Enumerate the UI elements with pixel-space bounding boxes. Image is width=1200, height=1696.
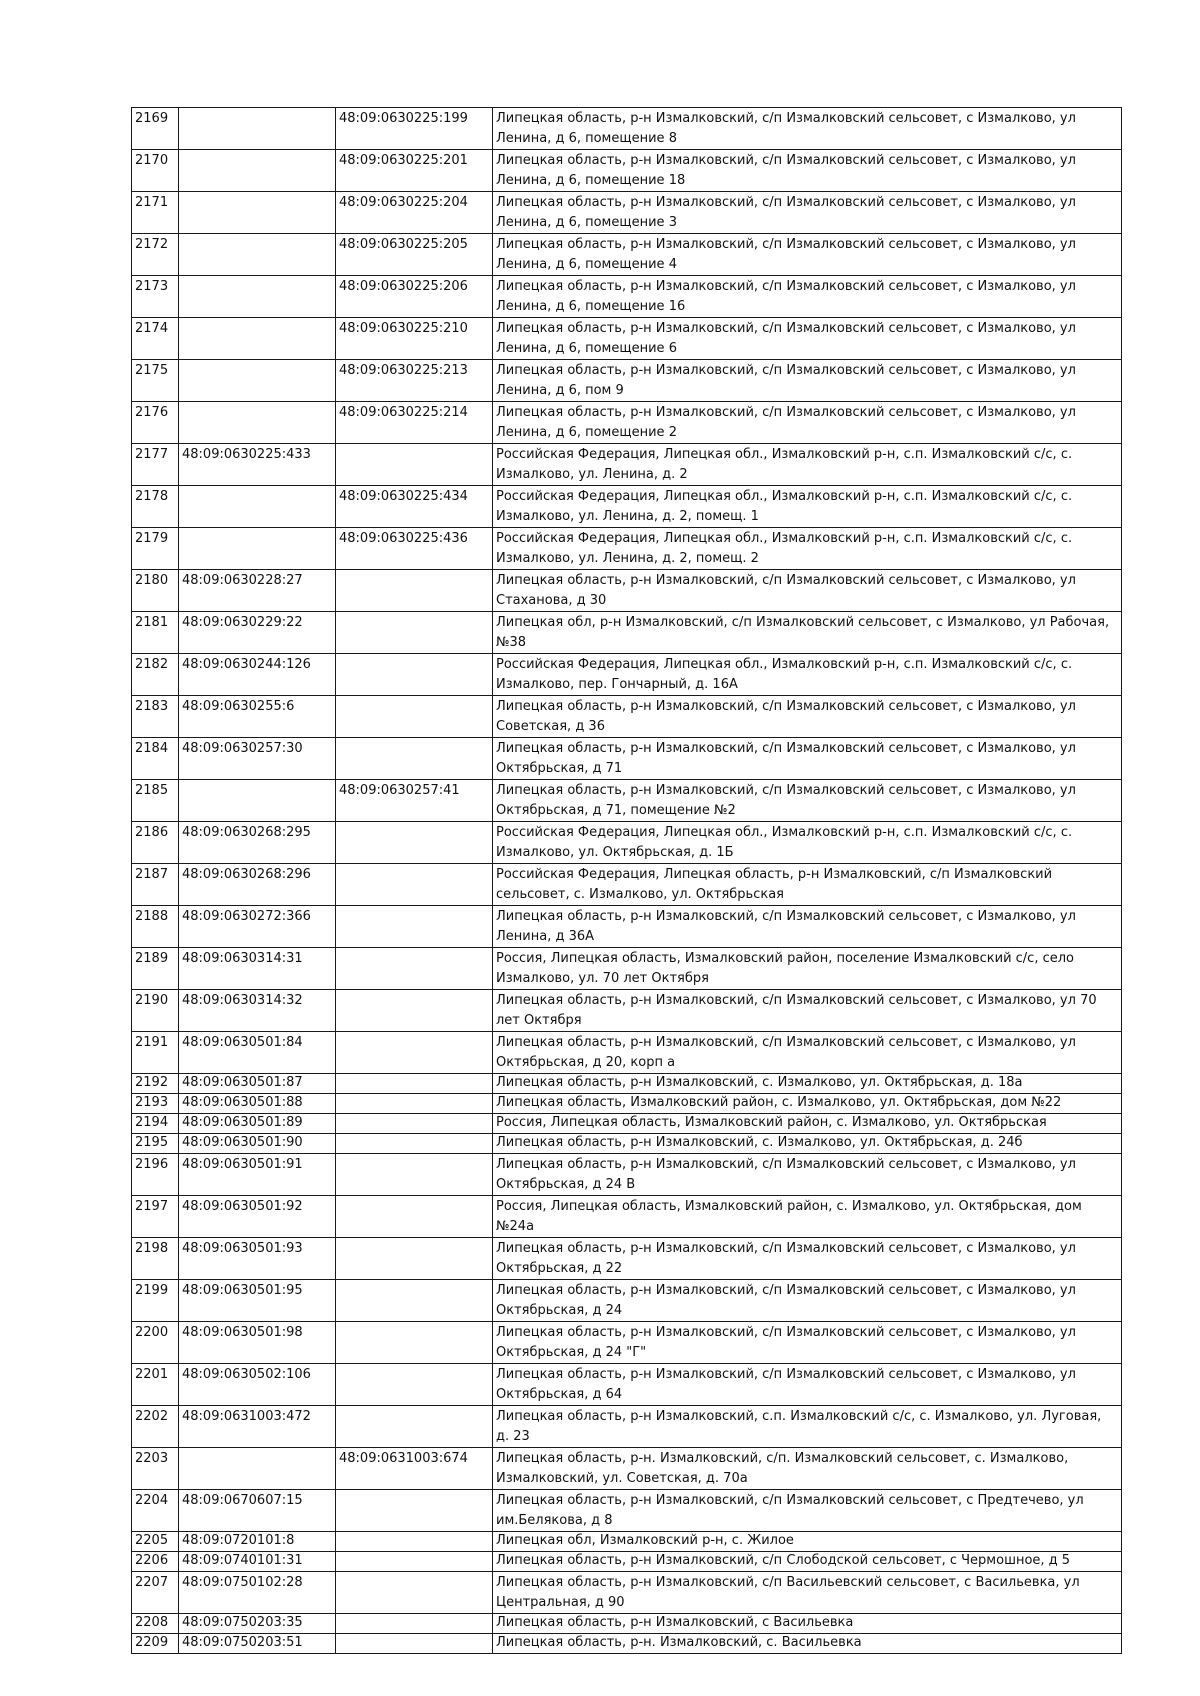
address: Российская Федерация, Липецкая обл., Измалковский р-н, с.п. Измалковский с/с, с. Измалково, пер. Гончарный, д. 16А (493, 654, 1122, 696)
registry-table-body (132, 108, 1122, 1654)
address: Липецкая область, р-н Измалковский, с/п Васильевский сельсовет, с Васильевка, ул Центральная, д 90 (493, 1572, 1122, 1614)
row-number: 2173 (132, 276, 179, 318)
cadastral-number (179, 1448, 336, 1490)
table-row (132, 528, 1122, 570)
cadastral-number-secondary: 48:09:0630225:205 (336, 234, 493, 276)
address: Липецкая область, р-н Измалковский, с/п Измалковский сельсовет, с Измалково, ул Октябрьская, д 22 (493, 1238, 1122, 1280)
cadastral-number (179, 108, 336, 150)
table-row (132, 1448, 1122, 1490)
address: Российская Федерация, Липецкая обл., Измалковский р-н, с.п. Измалковский с/с, с. Измалково, ул. Ленина, д. 2, помещ. 1 (493, 486, 1122, 528)
cadastral-number (179, 192, 336, 234)
row-number: 2200 (132, 1322, 179, 1364)
cadastral-number-secondary (336, 1406, 493, 1448)
cadastral-number: 48:09:0630501:84 (179, 1032, 336, 1074)
cadastral-number-secondary (336, 1490, 493, 1532)
table-row (132, 906, 1122, 948)
cadastral-number: 48:09:0630501:89 (179, 1114, 336, 1134)
address: Российская Федерация, Липецкая обл., Измалковский р-н, с.п. Измалковский с/с, с. Измалково, ул. Октябрьская, д. 1Б (493, 822, 1122, 864)
table-row (132, 696, 1122, 738)
cadastral-number-secondary (336, 1532, 493, 1552)
cadastral-number-secondary: 48:09:0631003:674 (336, 1448, 493, 1490)
table-row (132, 318, 1122, 360)
row-number: 2195 (132, 1134, 179, 1154)
address: Липецкая область, р-н Измалковский, с/п Измалковский сельсовет, с Измалково, ул 70 лет Октября (493, 990, 1122, 1032)
cadastral-number (179, 234, 336, 276)
row-number: 2205 (132, 1532, 179, 1552)
row-number: 2203 (132, 1448, 179, 1490)
address: Липецкая область, Измалковский район, с. Измалково, ул. Октябрьская, дом №22 (493, 1094, 1122, 1114)
cadastral-number (179, 276, 336, 318)
cadastral-number: 48:09:0670607:15 (179, 1490, 336, 1532)
address: Липецкая область, р-н Измалковский, с/п Измалковский сельсовет, с Измалково, ул Ленина, д 6, помещение 4 (493, 234, 1122, 276)
cadastral-number: 48:09:0630229:22 (179, 612, 336, 654)
row-number: 2197 (132, 1196, 179, 1238)
address: Липецкая область, р-н Измалковский, с Васильевка (493, 1614, 1122, 1634)
cadastral-number-secondary (336, 570, 493, 612)
table-row (132, 1634, 1122, 1654)
cadastral-number-secondary (336, 906, 493, 948)
row-number: 2192 (132, 1074, 179, 1094)
table-row (132, 1238, 1122, 1280)
cadastral-number: 48:09:0630501:90 (179, 1134, 336, 1154)
address: Российская Федерация, Липецкая область, р-н Измалковский, с/п Измалковский сельсовет, с. Измалково, ул. Октябрьская (493, 864, 1122, 906)
cadastral-number: 48:09:0630244:126 (179, 654, 336, 696)
address: Липецкая область, р-н Измалковский, с/п Измалковский сельсовет, с Предтечево, ул им.Белякова, д 8 (493, 1490, 1122, 1532)
cadastral-number (179, 360, 336, 402)
cadastral-number (179, 318, 336, 360)
row-number: 2194 (132, 1114, 179, 1134)
address: Липецкая область, р-н Измалковский, с/п Слободской сельсовет, с Чермошное, д 5 (493, 1552, 1122, 1572)
row-number: 2180 (132, 570, 179, 612)
table-row (132, 1572, 1122, 1614)
row-number: 2209 (132, 1634, 179, 1654)
cadastral-number-secondary: 48:09:0630225:210 (336, 318, 493, 360)
cadastral-number-secondary: 48:09:0630225:214 (336, 402, 493, 444)
cadastral-number: 48:09:0630268:296 (179, 864, 336, 906)
row-number: 2189 (132, 948, 179, 990)
address: Липецкая область, р-н Измалковский, с/п Измалковский сельсовет, с Измалково, ул Октябрьская, д 24 В (493, 1154, 1122, 1196)
address: Липецкая область, р-н. Измалковский, с. Васильевка (493, 1634, 1122, 1654)
cadastral-number-secondary (336, 1074, 493, 1094)
cadastral-number-secondary: 48:09:0630225:199 (336, 108, 493, 150)
cadastral-number: 48:09:0630501:98 (179, 1322, 336, 1364)
table-row (132, 1614, 1122, 1634)
table-row (132, 780, 1122, 822)
row-number: 2179 (132, 528, 179, 570)
address: Липецкая область, р-н Измалковский, с/п Измалковский сельсовет, с Измалково, ул Октябрьская, д 20, корп а (493, 1032, 1122, 1074)
row-number: 2183 (132, 696, 179, 738)
table-row (132, 486, 1122, 528)
cadastral-number (179, 402, 336, 444)
row-number: 2198 (132, 1238, 179, 1280)
table-row (132, 150, 1122, 192)
cadastral-number-secondary (336, 738, 493, 780)
table-row (132, 1322, 1122, 1364)
row-number: 2171 (132, 192, 179, 234)
cadastral-number-secondary (336, 1196, 493, 1238)
table-row (132, 990, 1122, 1032)
table-row (132, 738, 1122, 780)
cadastral-number: 48:09:0740101:31 (179, 1552, 336, 1572)
address: Липецкая область, р-н Измалковский, с.п. Измалковский с/с, с. Измалково, ул. Луговая, д. 23 (493, 1406, 1122, 1448)
cadastral-number-secondary (336, 1154, 493, 1196)
table-row (132, 1114, 1122, 1134)
address: Российская Федерация, Липецкая обл., Измалковский р-н, с.п. Измалковский с/с, с. Измалково, ул. Ленина, д. 2 (493, 444, 1122, 486)
row-number: 2191 (132, 1032, 179, 1074)
table-row (132, 1552, 1122, 1572)
cadastral-number: 48:09:0720101:8 (179, 1532, 336, 1552)
row-number: 2174 (132, 318, 179, 360)
row-number: 2201 (132, 1364, 179, 1406)
table-row (132, 822, 1122, 864)
address: Липецкая область, р-н Измалковский, с/п Измалковский сельсовет, с Измалково, ул Ленина, д 6, помещение 18 (493, 150, 1122, 192)
cadastral-number-secondary: 48:09:0630225:434 (336, 486, 493, 528)
cadastral-number-secondary (336, 948, 493, 990)
address: Российская Федерация, Липецкая обл., Измалковский р-н, с.п. Измалковский с/с, с. Измалково, ул. Ленина, д. 2, помещ. 2 (493, 528, 1122, 570)
cadastral-number: 48:09:0630501:91 (179, 1154, 336, 1196)
row-number: 2206 (132, 1552, 179, 1572)
row-number: 2177 (132, 444, 179, 486)
cadastral-number: 48:09:0630501:92 (179, 1196, 336, 1238)
table-row (132, 864, 1122, 906)
row-number: 2186 (132, 822, 179, 864)
cadastral-number: 48:09:0630314:31 (179, 948, 336, 990)
row-number: 2196 (132, 1154, 179, 1196)
table-row (132, 108, 1122, 150)
address: Липецкая область, р-н. Измалковский, с/п. Измалковский сельсовет, с. Измалково, Измалковский, ул. Советская, д. 70а (493, 1448, 1122, 1490)
address: Липецкая область, р-н Измалковский, с/п Измалковский сельсовет, с Измалково, ул Октябрьская, д 71 (493, 738, 1122, 780)
address: Россия, Липецкая область, Измалковский район, с. Измалково, ул. Октябрьская (493, 1114, 1122, 1134)
table-row (132, 192, 1122, 234)
cadastral-number-secondary (336, 1322, 493, 1364)
cadastral-number: 48:09:0630501:88 (179, 1094, 336, 1114)
cadastral-number: 48:09:0750203:35 (179, 1614, 336, 1634)
row-number: 2176 (132, 402, 179, 444)
cadastral-number: 48:09:0630502:106 (179, 1364, 336, 1406)
row-number: 2193 (132, 1094, 179, 1114)
cadastral-number: 48:09:0630501:95 (179, 1280, 336, 1322)
address: Липецкая область, р-н Измалковский, с/п Измалковский сельсовет, с Измалково, ул Ленина, д 6, помещение 3 (493, 192, 1122, 234)
cadastral-number-secondary: 48:09:0630225:436 (336, 528, 493, 570)
cadastral-number-secondary (336, 1114, 493, 1134)
row-number: 2181 (132, 612, 179, 654)
cadastral-number: 48:09:0630268:295 (179, 822, 336, 864)
row-number: 2185 (132, 780, 179, 822)
cadastral-number-secondary (336, 1032, 493, 1074)
table-row (132, 360, 1122, 402)
address: Липецкая область, р-н Измалковский, с/п Измалковский сельсовет, с Измалково, ул Октябрьская, д 64 (493, 1364, 1122, 1406)
cadastral-number: 48:09:0630257:30 (179, 738, 336, 780)
cadastral-number: 48:09:0630272:366 (179, 906, 336, 948)
cadastral-number-secondary (336, 1614, 493, 1634)
cadastral-number (179, 486, 336, 528)
cadastral-number (179, 528, 336, 570)
table-row (132, 234, 1122, 276)
cadastral-number-secondary (336, 1280, 493, 1322)
address: Липецкая область, р-н Измалковский, с/п Измалковский сельсовет, с Измалково, ул Октябрьская, д 24 (493, 1280, 1122, 1322)
address: Липецкая область, р-н Измалковский, с. Измалково, ул. Октябрьская, д. 18а (493, 1074, 1122, 1094)
registry-table (131, 107, 1122, 1654)
table-row (132, 654, 1122, 696)
cadastral-number-secondary (336, 1094, 493, 1114)
row-number: 2184 (132, 738, 179, 780)
cadastral-number-secondary (336, 1634, 493, 1654)
cadastral-number: 48:09:0630501:93 (179, 1238, 336, 1280)
address: Липецкая обл, Измалковский р-н, с. Жилое (493, 1532, 1122, 1552)
address: Липецкая область, р-н Измалковский, с/п Измалковский сельсовет, с Измалково, ул Ленина, д 6, помещение 6 (493, 318, 1122, 360)
cadastral-number-secondary (336, 1572, 493, 1614)
row-number: 2172 (132, 234, 179, 276)
table-row (132, 1154, 1122, 1196)
cadastral-number-secondary (336, 696, 493, 738)
row-number: 2199 (132, 1280, 179, 1322)
cadastral-number (179, 150, 336, 192)
row-number: 2188 (132, 906, 179, 948)
address: Россия, Липецкая область, Измалковский район, поселение Измалковский с/с, село Измалково, ул. 70 лет Октября (493, 948, 1122, 990)
cadastral-number-secondary: 48:09:0630257:41 (336, 780, 493, 822)
address: Липецкая область, р-н Измалковский, с/п Измалковский сельсовет, с Измалково, ул Октябрьская, д 71, помещение №2 (493, 780, 1122, 822)
address: Липецкая область, р-н Измалковский, с/п Измалковский сельсовет, с Измалково, ул Советская, д 36 (493, 696, 1122, 738)
row-number: 2170 (132, 150, 179, 192)
cadastral-number: 48:09:0750203:51 (179, 1634, 336, 1654)
address: Липецкая область, р-н Измалковский, с/п Измалковский сельсовет, с Измалково, ул Ленина, д 36А (493, 906, 1122, 948)
table-row (132, 402, 1122, 444)
address: Липецкая область, р-н Измалковский, с/п Измалковский сельсовет, с Измалково, ул Октябрьская, д 24 "Г" (493, 1322, 1122, 1364)
table-row (132, 1406, 1122, 1448)
address: Россия, Липецкая область, Измалковский район, с. Измалково, ул. Октябрьская, дом №24а (493, 1196, 1122, 1238)
table-row (132, 1280, 1122, 1322)
table-row (132, 444, 1122, 486)
cadastral-number-secondary (336, 822, 493, 864)
cadastral-number-secondary (336, 990, 493, 1032)
cadastral-number-secondary: 48:09:0630225:204 (336, 192, 493, 234)
cadastral-number: 48:09:0631003:472 (179, 1406, 336, 1448)
cadastral-number-secondary: 48:09:0630225:201 (336, 150, 493, 192)
row-number: 2202 (132, 1406, 179, 1448)
row-number: 2178 (132, 486, 179, 528)
row-number: 2169 (132, 108, 179, 150)
cadastral-number-secondary: 48:09:0630225:206 (336, 276, 493, 318)
row-number: 2182 (132, 654, 179, 696)
table-row (132, 612, 1122, 654)
table-row (132, 1196, 1122, 1238)
address: Липецкая область, р-н Измалковский, с/п Измалковский сельсовет, с Измалково, ул Ленина, д 6, помещение 8 (493, 108, 1122, 150)
table-row (132, 1364, 1122, 1406)
cadastral-number-secondary (336, 612, 493, 654)
cadastral-number: 48:09:0630225:433 (179, 444, 336, 486)
cadastral-number (179, 780, 336, 822)
address: Липецкая область, р-н Измалковский, с/п Измалковский сельсовет, с Измалково, ул Стаханова, д 30 (493, 570, 1122, 612)
address: Липецкая область, р-н Измалковский, с. Измалково, ул. Октябрьская, д. 24б (493, 1134, 1122, 1154)
cadastral-number-secondary (336, 1364, 493, 1406)
address: Липецкая область, р-н Измалковский, с/п Измалковский сельсовет, с Измалково, ул Ленина, д 6, помещение 2 (493, 402, 1122, 444)
table-row (132, 276, 1122, 318)
address: Липецкая область, р-н Измалковский, с/п Измалковский сельсовет, с Измалково, ул Ленина, д 6, пом 9 (493, 360, 1122, 402)
row-number: 2207 (132, 1572, 179, 1614)
cadastral-number-secondary (336, 1552, 493, 1572)
cadastral-number-secondary (336, 444, 493, 486)
table-row (132, 1532, 1122, 1552)
table-row (132, 570, 1122, 612)
cadastral-number: 48:09:0630228:27 (179, 570, 336, 612)
cadastral-number-secondary: 48:09:0630225:213 (336, 360, 493, 402)
cadastral-number: 48:09:0630314:32 (179, 990, 336, 1032)
row-number: 2175 (132, 360, 179, 402)
table-row (132, 1032, 1122, 1074)
table-row (132, 948, 1122, 990)
cadastral-number-secondary (336, 864, 493, 906)
row-number: 2190 (132, 990, 179, 1032)
row-number: 2204 (132, 1490, 179, 1532)
row-number: 2187 (132, 864, 179, 906)
cadastral-number-secondary (336, 654, 493, 696)
cadastral-number-secondary (336, 1134, 493, 1154)
row-number: 2208 (132, 1614, 179, 1634)
table-row (132, 1490, 1122, 1532)
cadastral-number: 48:09:0750102:28 (179, 1572, 336, 1614)
cadastral-number: 48:09:0630255:6 (179, 696, 336, 738)
table-row (132, 1134, 1122, 1154)
address: Липецкая область, р-н Измалковский, с/п Измалковский сельсовет, с Измалково, ул Ленина, д 6, помещение 16 (493, 276, 1122, 318)
table-row (132, 1074, 1122, 1094)
cadastral-number: 48:09:0630501:87 (179, 1074, 336, 1094)
cadastral-number-secondary (336, 1238, 493, 1280)
table-row (132, 1094, 1122, 1114)
address: Липецкая обл, р-н Измалковский, с/п Измалковский сельсовет, с Измалково, ул Рабочая, №38 (493, 612, 1122, 654)
